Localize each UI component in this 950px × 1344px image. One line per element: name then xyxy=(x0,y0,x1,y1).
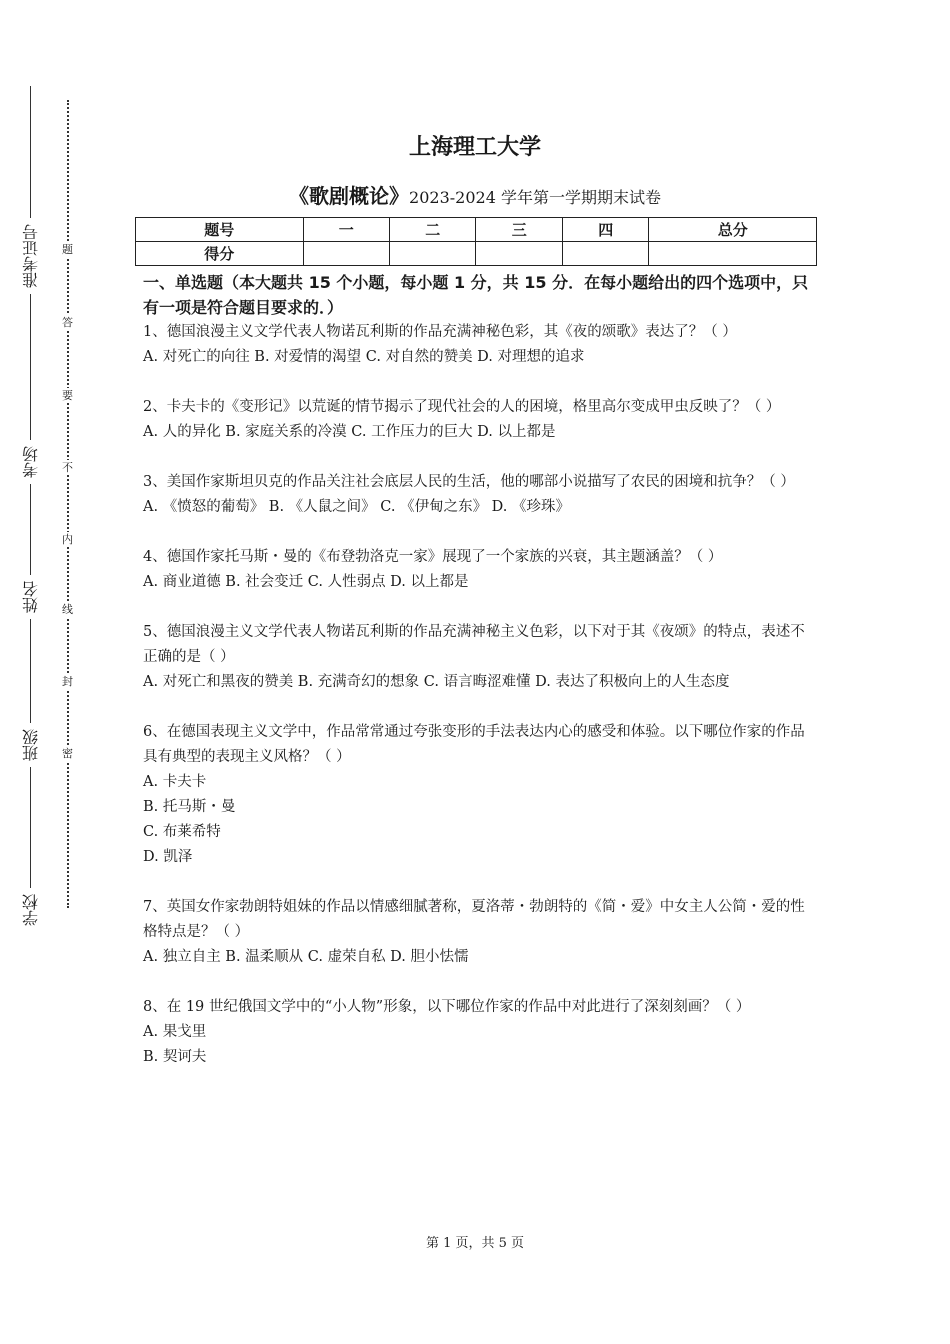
question-option: B. 契诃夫 xyxy=(143,1049,207,1065)
question xyxy=(143,995,813,1070)
section-heading: 一、单选题（本大题共 15 个小题，每小题 1 分，共 15 分．在每小题给出的四个选项中，只有一项是符合题目要求的．） xyxy=(143,273,809,317)
score-table-header-row xyxy=(136,218,817,242)
score-header-cell: 一 xyxy=(303,218,389,242)
question-options: A. 对死亡的向往 B. 对爱情的渴望 C. 对自然的赞美 D. 对理想的追求 xyxy=(143,349,585,365)
score-table-score-row xyxy=(136,242,817,266)
seal-char: 答 xyxy=(62,316,73,329)
question-option: B. 托马斯・曼 xyxy=(143,799,236,815)
question xyxy=(143,470,813,520)
score-cell xyxy=(649,242,817,266)
score-table xyxy=(135,217,817,266)
question-stem: 1、德国浪漫主义文学代表人物诺瓦利斯的作品充满神秘色彩，其《夜的颂歌》表达了？（ ） xyxy=(143,324,737,340)
seal-dotted-line xyxy=(67,100,69,908)
score-cell xyxy=(476,242,562,266)
question-option: A. 果戈里 xyxy=(143,1024,207,1040)
question-options: A. 独立自主 B. 温柔顺从 C. 虚荣自私 D. 胆小怯懦 xyxy=(143,949,469,965)
university-title: 上海理工大学 xyxy=(408,135,541,160)
question xyxy=(143,395,813,445)
score-header-cell: 题号 xyxy=(136,218,304,242)
question xyxy=(143,320,813,370)
exam-content xyxy=(143,270,813,1095)
score-header-cell: 总分 xyxy=(649,218,817,242)
side-field-name xyxy=(16,478,46,613)
question-option: C. 布莱希特 xyxy=(143,824,221,840)
question-options: A. 商业道德 B. 社会变迁 C. 人性弱点 D. 以上都是 xyxy=(143,574,469,590)
score-row-label: 得分 xyxy=(136,242,304,266)
score-header-cell: 四 xyxy=(562,218,648,242)
question-stem: 3、美国作家斯坦贝克的作品关注社会底层人民的生活，他的哪部小说描写了农民的困境和抗争？（ ） xyxy=(143,474,795,490)
question-option: A. 卡夫卡 xyxy=(143,774,207,790)
side-field-class xyxy=(16,613,46,761)
course-name: 《歌剧概论》 xyxy=(289,184,410,208)
side-label-school: 学校 xyxy=(21,894,41,926)
question-options: A. 《愤怒的葡萄》 B. 《人鼠之间》 C. 《伊甸之东》 D. 《珍珠》 xyxy=(143,499,571,515)
side-field-school xyxy=(16,761,46,926)
side-label-name: 姓名 xyxy=(21,581,41,613)
question-stem: 7、英国女作家勃朗特姐妹的作品以情感细腻著称，夏洛蒂・勃朗特的《简・爱》中女主人公简・爱的性格特点是？（ ） xyxy=(143,899,805,940)
side-underline xyxy=(31,767,32,888)
side-underline xyxy=(31,294,32,440)
exam-subtitle xyxy=(0,180,950,209)
side-label-exam-room: 考场 xyxy=(21,446,41,478)
score-header-cell: 二 xyxy=(389,218,475,242)
side-underline xyxy=(31,619,32,723)
page-footer: 第 1 页，共 5 页 xyxy=(425,1236,525,1251)
score-cell xyxy=(389,242,475,266)
seal-char: 密 xyxy=(62,747,73,760)
question xyxy=(143,620,813,695)
side-field-exam-room xyxy=(16,288,46,478)
question-options: A. 人的异化 B. 家庭关系的冷漠 C. 工作压力的巨大 D. 以上都是 xyxy=(143,424,556,440)
side-label-class: 班级 xyxy=(21,729,41,761)
score-header-cell: 三 xyxy=(476,218,562,242)
seal-char: 线 xyxy=(62,603,73,616)
question-stem: 6、在德国表现主义文学中，作品常常通过夸张变形的手法表达内心的感受和体验。以下哪位作家的作品具有典型的表现主义风格？（ ） xyxy=(143,724,805,765)
seal-char: 不 xyxy=(62,461,73,474)
question-options: A. 对死亡和黑夜的赞美 B. 充满奇幻的想象 C. 语言晦涩难懂 D. 表达了积极向上的人生态度 xyxy=(143,674,730,690)
exam-term: 2023-2024 学年第一学期期末试卷 xyxy=(409,188,661,207)
question-option: D. 凯泽 xyxy=(143,849,193,865)
score-cell xyxy=(562,242,648,266)
side-underline xyxy=(31,484,32,575)
seal-char: 内 xyxy=(62,533,73,546)
question-stem: 2、卡夫卡的《变形记》以荒诞的情节揭示了现代社会的人的困境，格里高尔变成甲虫反映了？（ ） xyxy=(143,399,781,415)
question xyxy=(143,545,813,595)
question-stem: 8、在 19 世纪俄国文学中的“小人物”形象，以下哪位作家的作品中对此进行了深刻刻画？（ ） xyxy=(143,999,751,1015)
question xyxy=(143,895,813,970)
question-stem: 4、德国作家托马斯・曼的《布登勃洛克一家》展现了一个家族的兴衰，其主题涵盖？（ ） xyxy=(143,549,723,565)
score-cell xyxy=(303,242,389,266)
side-label-exam-id: 准考证号 xyxy=(21,224,41,288)
seal-char: 题 xyxy=(62,243,73,256)
question xyxy=(143,720,813,870)
seal-char: 要 xyxy=(62,389,73,402)
question-stem: 5、德国浪漫主义文学代表人物诺瓦利斯的作品充满神秘主义色彩，以下对于其《夜颂》的特点，表述不正确的是（ ） xyxy=(143,624,805,665)
seal-char: 封 xyxy=(62,675,73,688)
